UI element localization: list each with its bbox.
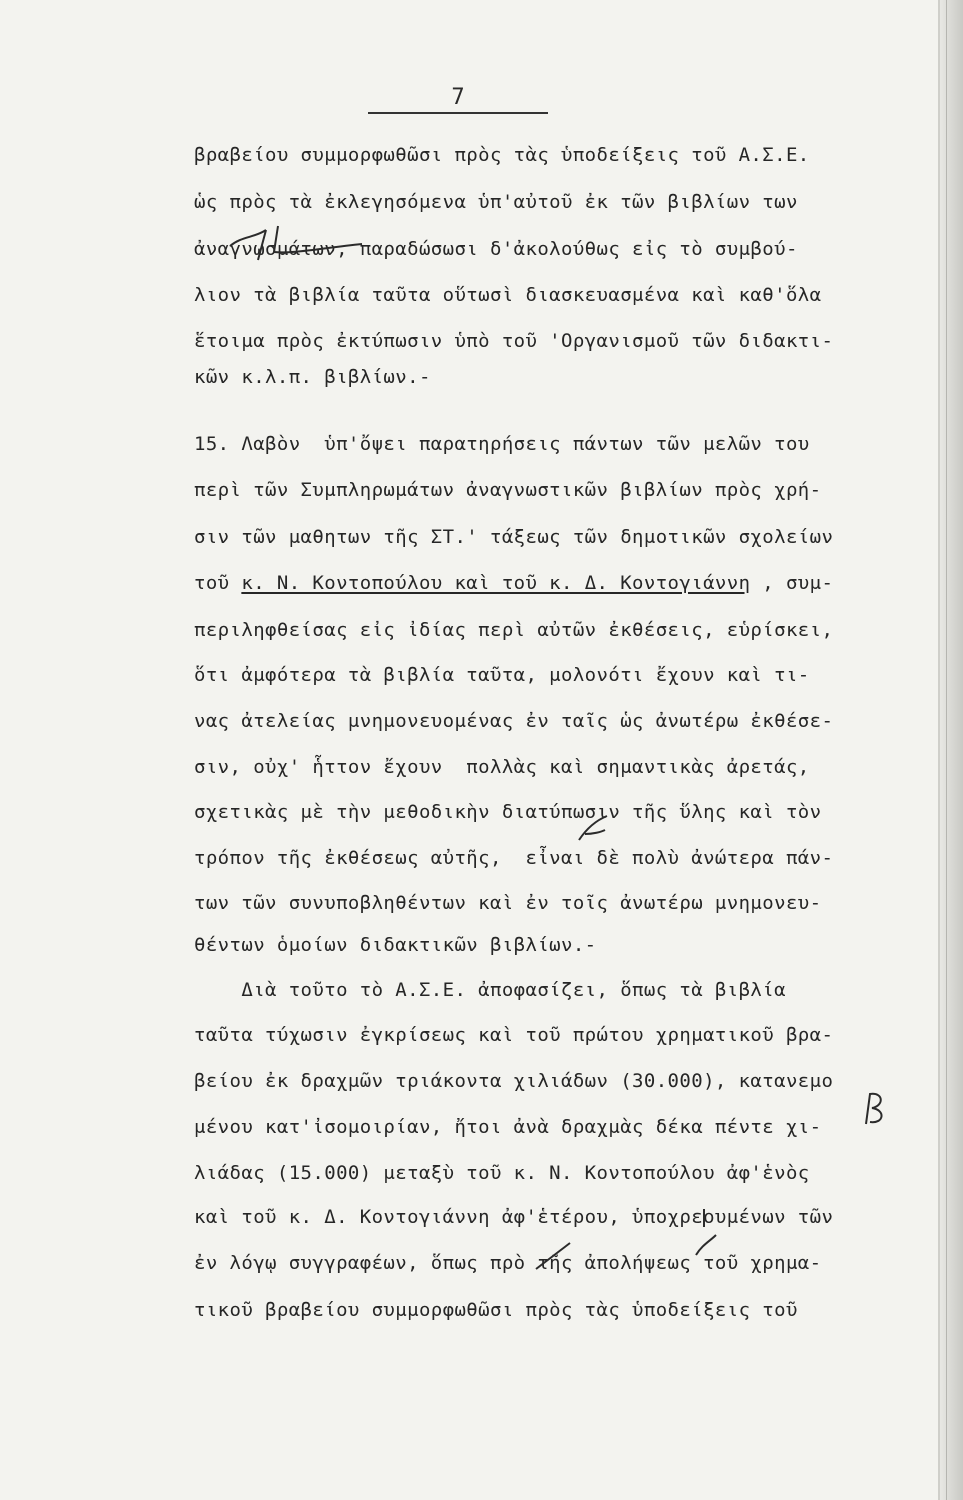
text-line: βραβείου συμμορφωθῶσι πρὸς τὰς ὑποδείξεις τοῦ Α.Σ.Ε. <box>194 144 810 166</box>
text-line-with-names <box>194 568 833 598</box>
text-line: ἀναγνωσμάτων, παραδώσωσι δ'ἀκολούθως εἰς τὸ συμβού- <box>194 238 798 260</box>
text-line: τικοῦ βραβείου συμμορφωθῶσι πρὸς τὰς ὑποδείξεις τοῦ <box>194 1299 798 1321</box>
text-line: των τῶν συνυποβληθέντων καὶ ἐν τοῖς ἀνωτέρω μνημονευ- <box>194 892 822 914</box>
page-edge <box>940 0 963 1500</box>
text-line-start: τοῦ <box>194 572 242 594</box>
text-line: λιάδας (15.000) μεταξὺ τοῦ κ. Ν. Κοντοπούλου ἀφ'ἑνὸς <box>194 1162 810 1184</box>
text-line: σχετικὰς μὲ τὴν μεθοδικὴν διατύπωσιν τῆς ὕλης καὶ τὸν <box>194 801 822 823</box>
text-line: τρόπον τῆς ἐκθέσεως αὐτῆς, εἶναι δὲ πολὺ ἀνώτερα πάν- <box>194 847 834 869</box>
text-line: ἐν λόγῳ συγγραφέων, ὅπως πρὸ τῆς ἀπολήψεως τοῦ χρημα- <box>194 1252 822 1274</box>
text-line: μένου κατ'ἰσομοιρίαν, ἤτοι ἀνὰ δραχμὰς δέκα πέντε χι- <box>194 1116 822 1138</box>
text-line: λιον τὰ βιβλία ταῦτα οὕτωσὶ διασκευασμένα καὶ καθ'ὅλα <box>194 284 822 306</box>
text-line: κῶν κ.λ.π. βιβλίων.- <box>194 366 431 388</box>
text-line: σιν, οὐχ' ἧττον ἔχουν πολλὰς καὶ σημαντικὰς ἀρετάς, <box>194 756 810 778</box>
text-line: νας ἀτελείας μνημονευομένας ἐν ταῖς ὡς ἀνωτέρω ἐκθέσε- <box>194 710 834 732</box>
text-line: θέντων ὁμοίων διδακτικῶν βιβλίων.- <box>194 934 597 956</box>
handwritten-correction <box>858 1088 888 1128</box>
text-line: Διὰ τοῦτο τὸ Α.Σ.Ε. ἀποφασίζει, ὅπως τὰ βιβλία <box>194 979 786 1001</box>
text-line: 15. Λαβὸν ὑπ'ὄψει παρατηρήσεις πάντων τῶν μελῶν του <box>194 433 810 455</box>
text-line: ἕτοιμα πρὸς ἐκτύπωσιν ὑπὸ τοῦ 'Οργανισμοῦ τῶν διδακτι- <box>194 330 834 352</box>
page-border-line <box>946 0 947 1500</box>
text-line: ταῦτα τύχωσιν ἐγκρίσεως καὶ τοῦ πρώτου χρηματικοῦ βρα- <box>194 1024 834 1046</box>
text-line: βείου ἐκ δραχμῶν τριάκοντα χιλιάδων (30.000), κατανεμο <box>194 1070 834 1092</box>
page-number: 7 <box>368 84 548 114</box>
text-line: ὡς πρὸς τὰ ἐκλεγησόμενα ὑπ'αὐτοῦ ἐκ τῶν βιβλίων των <box>194 191 798 213</box>
text-line: σιν τῶν μαθητων τῆς ΣΤ.' τάξεως τῶν δημοτικῶν σχολείων <box>194 526 834 548</box>
text-line: περὶ τῶν Συμπληρωμάτων ἀναγνωστικῶν βιβλίων πρὸς χρή- <box>194 479 822 501</box>
text-line: περιληφθείσας εἰς ἰδίας περὶ αὐτῶν ἐκθέσεις, εὑρίσκει, <box>194 619 834 641</box>
text-line: καὶ τοῦ κ. Δ. Κοντογιάννη ἀφ'ἑτέρου, ὑποχρεουμένων τῶν <box>194 1206 834 1228</box>
text-line-end: , συμ- <box>750 572 834 594</box>
underlined-authors: κ. Ν. Κοντοπούλου καὶ τοῦ κ. Δ. Κοντογιάννη <box>241 572 751 594</box>
text-line: ὅτι ἀμφότερα τὰ βιβλία ταῦτα, μολονότι ἔχουν καὶ τι- <box>194 664 810 686</box>
